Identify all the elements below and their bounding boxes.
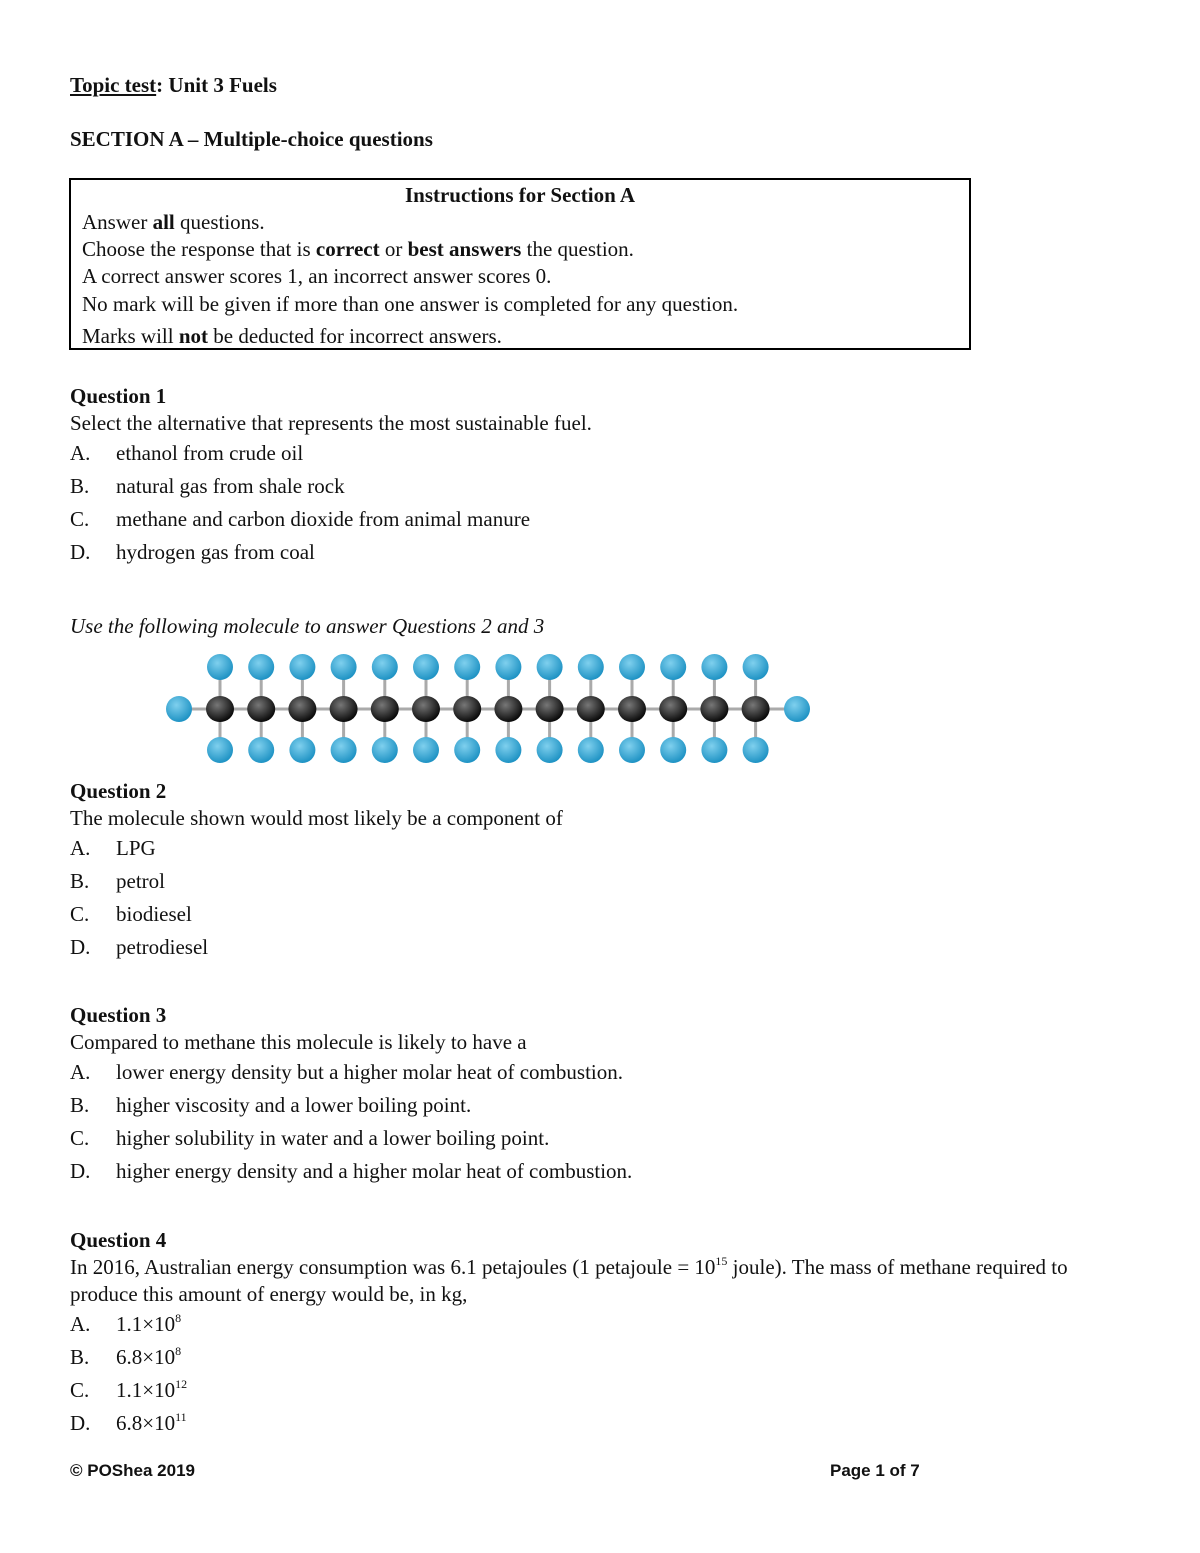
answer-option xyxy=(70,931,1090,964)
option-letter: A. xyxy=(70,1312,91,1336)
exponent: 15 xyxy=(715,1254,728,1268)
carbon-atom xyxy=(371,696,399,722)
hydrogen-atom xyxy=(619,654,645,680)
hydrogen-atom xyxy=(537,654,563,680)
hydrogen-atom xyxy=(289,737,315,763)
question-heading: Question 1 xyxy=(70,384,167,408)
hydrogen-atom xyxy=(248,737,274,763)
answer-option xyxy=(70,1122,1090,1155)
carbon-atom xyxy=(536,696,564,722)
option-text: ethanol from crude oil xyxy=(116,441,304,465)
hydrogen-atom xyxy=(495,654,521,680)
text: questions. xyxy=(174,210,265,234)
carbon-atom xyxy=(742,696,770,722)
option-text: hydrogen gas from coal xyxy=(116,540,315,564)
hydrogen-atom xyxy=(701,737,727,763)
option-text: petrol xyxy=(116,869,165,893)
emphasis: not xyxy=(178,324,209,348)
option-letter: A. xyxy=(70,836,91,860)
text: Answer xyxy=(82,210,153,234)
hydrogen-atom xyxy=(207,654,233,680)
carbon-atom xyxy=(618,696,646,722)
hydrogen-atom xyxy=(578,654,604,680)
carbon-atom xyxy=(330,696,358,722)
carbon-atom xyxy=(494,696,522,722)
instruction-line xyxy=(82,237,634,262)
option-letter: C. xyxy=(70,902,90,926)
hydrogen-atom xyxy=(166,696,192,722)
hydrogen-atom xyxy=(743,654,769,680)
carbon-atom xyxy=(577,696,605,722)
question-1 xyxy=(70,383,1090,569)
instructions-title: Instructions for Section A xyxy=(404,183,636,207)
emphasis: best answers xyxy=(407,237,522,261)
instruction-line: A correct answer scores 1, an incorrect answer scores 0. xyxy=(82,264,552,288)
page-number: Page 1 of 7 xyxy=(830,1461,920,1480)
option-letter: D. xyxy=(70,1159,91,1183)
hydrogen-atom xyxy=(743,737,769,763)
option-letter: C. xyxy=(70,507,90,531)
answer-option xyxy=(70,1374,1090,1407)
answer-option xyxy=(70,1155,1090,1188)
carbon-atom xyxy=(700,696,728,722)
answer-option xyxy=(70,503,1090,536)
exponent: 11 xyxy=(175,1410,187,1424)
option-letter: C. xyxy=(70,1378,90,1402)
section-heading: SECTION A – Multiple-choice questions xyxy=(70,127,433,151)
hydrogen-atom xyxy=(207,737,233,763)
page-title xyxy=(70,73,277,98)
answer-option xyxy=(70,1341,1090,1374)
question-text xyxy=(70,1254,1090,1308)
answer-option xyxy=(70,437,1090,470)
option-text: 6.8×10 xyxy=(116,1411,176,1435)
hydrogen-atom xyxy=(331,737,357,763)
hydrogen-atom xyxy=(372,654,398,680)
question-heading: Question 2 xyxy=(70,779,167,803)
answer-option xyxy=(70,536,1090,569)
option-text: higher solubility in water and a lower boiling point. xyxy=(116,1126,550,1150)
hydrogen-atom xyxy=(454,737,480,763)
option-text: LPG xyxy=(116,836,156,860)
option-text: petrodiesel xyxy=(116,935,209,959)
carbon-atom xyxy=(659,696,687,722)
carbon-atom xyxy=(453,696,481,722)
carbon-atom xyxy=(206,696,234,722)
answer-option xyxy=(70,865,1090,898)
option-letter: C. xyxy=(70,1126,90,1150)
hydrogen-atom xyxy=(660,737,686,763)
exponent: 12 xyxy=(175,1377,188,1391)
carbon-atom xyxy=(288,696,316,722)
question-4 xyxy=(70,1227,1090,1440)
option-letter: D. xyxy=(70,935,91,959)
exponent: 8 xyxy=(175,1344,182,1358)
answer-option xyxy=(70,898,1090,931)
question-3 xyxy=(70,1002,1090,1188)
hydrogen-atom xyxy=(660,654,686,680)
hydrocarbon-molecule-diagram xyxy=(160,645,820,770)
text: the question. xyxy=(521,237,634,261)
option-text: methane and carbon dioxide from animal manure xyxy=(116,507,531,531)
question-text: The molecule shown would most likely be a component of xyxy=(70,806,563,830)
hydrogen-atom xyxy=(495,737,521,763)
hydrogen-atom xyxy=(701,654,727,680)
hydrogen-atom xyxy=(619,737,645,763)
text: or xyxy=(379,237,408,261)
answer-option xyxy=(70,1056,1090,1089)
carbon-atom xyxy=(247,696,275,722)
copyright: © POShea 2019 xyxy=(70,1461,195,1480)
text: Marks will xyxy=(82,324,179,348)
option-text: natural gas from shale rock xyxy=(116,474,345,498)
hydrogen-atom xyxy=(784,696,810,722)
instruction-line xyxy=(82,210,265,235)
hydrogen-atom xyxy=(331,654,357,680)
hydrogen-atom xyxy=(578,737,604,763)
answer-option xyxy=(70,832,1090,865)
answer-option xyxy=(70,1308,1090,1341)
hydrogen-atom xyxy=(454,654,480,680)
instruction-line: No mark will be given if more than one answer is completed for any question. xyxy=(82,292,739,316)
question-text: Select the alternative that represents the most sustainable fuel. xyxy=(70,411,592,435)
option-text: 1.1×10 xyxy=(116,1378,176,1402)
text: Choose the response that is xyxy=(82,237,316,261)
option-letter: D. xyxy=(70,1411,91,1435)
hydrogen-atom xyxy=(248,654,274,680)
emphasis: all xyxy=(152,210,175,234)
option-text: biodiesel xyxy=(116,902,192,926)
option-letter: B. xyxy=(70,474,90,498)
question-text: Compared to methane this molecule is likely to have a xyxy=(70,1030,527,1054)
option-letter: B. xyxy=(70,1345,90,1369)
option-text: 6.8×10 xyxy=(116,1345,176,1369)
instructions-box xyxy=(69,178,971,350)
option-letter: A. xyxy=(70,1060,91,1084)
answer-option xyxy=(70,1407,1090,1440)
hydrogen-atom xyxy=(413,654,439,680)
option-letter: A. xyxy=(70,441,91,465)
question-heading: Question 4 xyxy=(70,1228,167,1252)
question-heading: Question 3 xyxy=(70,1003,167,1027)
title-unit: : Unit 3 Fuels xyxy=(156,73,277,97)
molecule-instruction: Use the following molecule to answer Questions 2 and 3 xyxy=(70,614,545,638)
option-letter: B. xyxy=(70,869,90,893)
carbon-atom xyxy=(412,696,440,722)
title-label: Topic test xyxy=(70,73,157,97)
exponent: 8 xyxy=(175,1311,182,1325)
emphasis: correct xyxy=(315,237,380,261)
question-2 xyxy=(70,778,1090,964)
text: be deducted for incorrect answers. xyxy=(208,324,502,348)
hydrogen-atom xyxy=(537,737,563,763)
option-letter: D. xyxy=(70,540,91,564)
hydrogen-atom xyxy=(289,654,315,680)
text: joule). The mass of methane required to produce this amount of energy would be, in kg, xyxy=(70,1255,1068,1306)
option-text: higher viscosity and a lower boiling point. xyxy=(116,1093,472,1117)
text: In 2016, Australian energy consumption was 6.1 petajoules (1 petajoule = 10 xyxy=(70,1255,716,1279)
hydrogen-atom xyxy=(413,737,439,763)
answer-option xyxy=(70,470,1090,503)
hydrogen-atom xyxy=(372,737,398,763)
option-text: 1.1×10 xyxy=(116,1312,176,1336)
option-text: higher energy density and a higher molar heat of combustion. xyxy=(116,1159,633,1183)
instruction-line xyxy=(82,324,502,349)
answer-option xyxy=(70,1089,1090,1122)
option-text: lower energy density but a higher molar heat of combustion. xyxy=(116,1060,623,1084)
option-letter: B. xyxy=(70,1093,90,1117)
